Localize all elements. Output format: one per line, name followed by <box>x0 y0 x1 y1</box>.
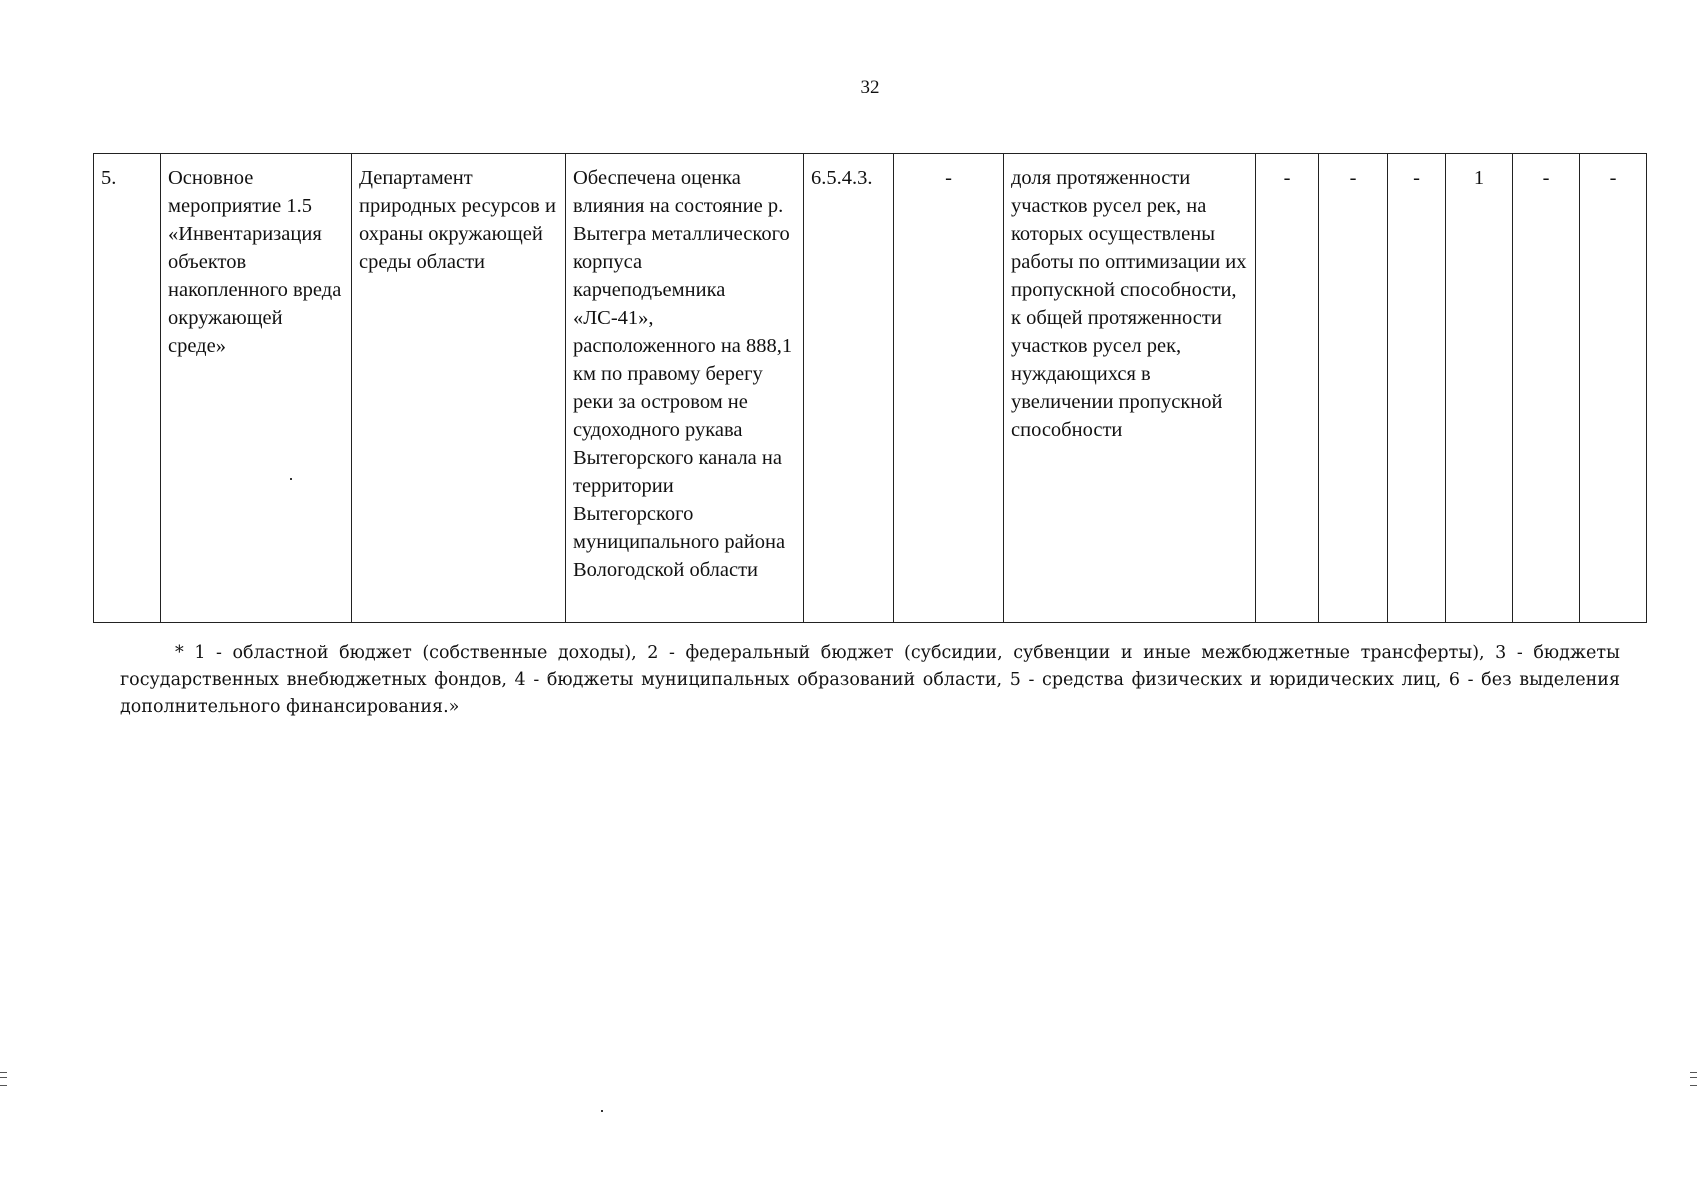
source-2-cell: - <box>1319 154 1388 623</box>
scan-speck <box>290 478 292 480</box>
footnote: * 1 - областной бюджет (собственные доходы), 2 - федеральный бюджет (субсидии, субвенции и иные межбюджетные трансферты), 3 - бюджеты государственных внебюджетных фондов, 4 - бюджеты муниципальных образований области, 5 - средства физических и юридических лиц, 6 - без выделения дополнительного финансирования.» <box>120 643 1620 717</box>
program-table <box>93 153 1647 623</box>
empty-value-cell: - <box>894 154 1004 623</box>
source-6-cell: - <box>1580 154 1647 623</box>
scan-speck <box>601 1110 603 1112</box>
page-number: 32 <box>860 77 880 98</box>
code-cell: 6.5.4.3. <box>804 154 894 623</box>
source-4-cell: 1 <box>1446 154 1513 623</box>
source-1-cell: - <box>1256 154 1319 623</box>
activity-cell: Основное мероприятие 1.5 «Инвентаризация объектов накопленного вреда окружающей среде» <box>161 154 352 623</box>
table-row <box>94 154 1647 623</box>
indicator-cell: доля протяженности участков русел рек, на которых осуществлены работы по оптимизации их пропускной способности, к общей протяженности участков русел рек, нуждающихся в увеличении пропускной способности <box>1004 154 1256 623</box>
source-5-cell: - <box>1513 154 1580 623</box>
source-3-cell: - <box>1388 154 1446 623</box>
right-binding-mark <box>1690 1072 1697 1086</box>
executor-cell: Департамент природных ресурсов и охраны окружающей среды области <box>352 154 566 623</box>
result-cell: Обеспечена оценка влияния на состояние р. Вытегра металлического корпуса карчеподъемника «ЛС-41», расположенного на 888,1 км по правому берегу реки за островом не судоходного рукава Вытегорского канала на территории Вытегорского муниципального района Вологодской области <box>566 154 804 623</box>
row-number-cell: 5. <box>94 154 161 623</box>
left-binding-mark <box>0 1072 7 1086</box>
